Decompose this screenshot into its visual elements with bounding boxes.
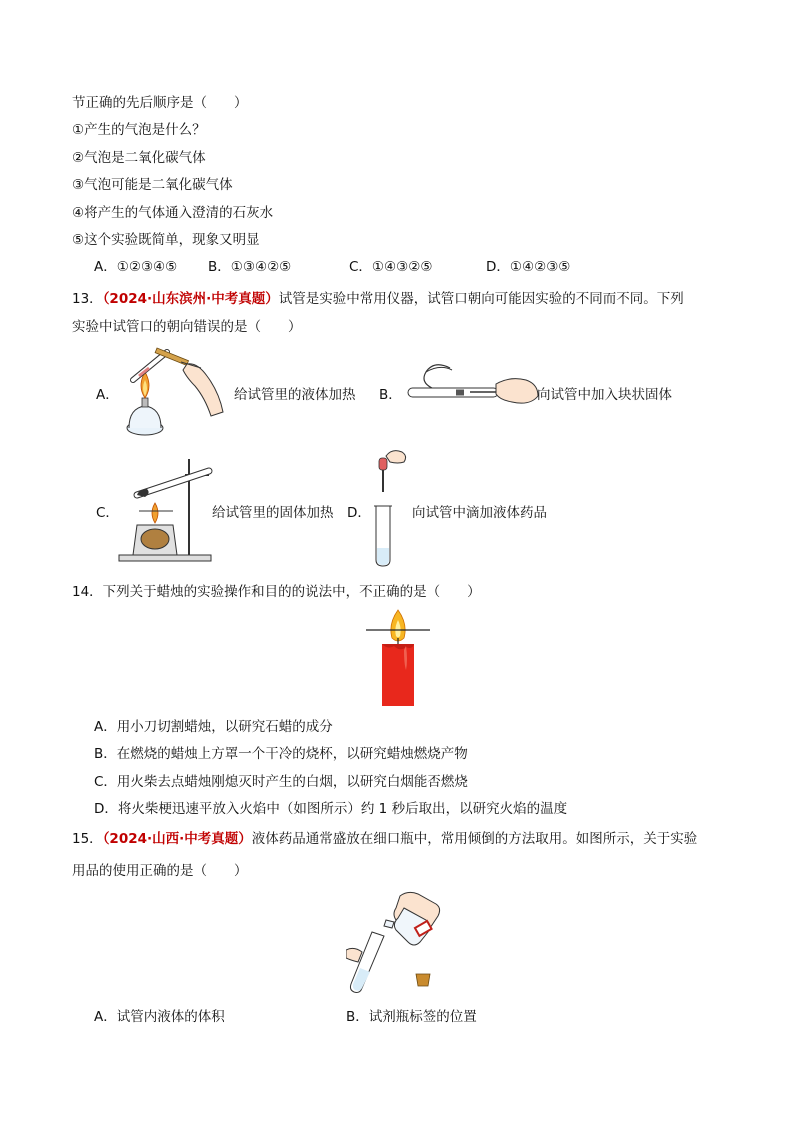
heating-liquid-figure <box>115 346 235 446</box>
q14-option-d: D．将火柴梗迅速平放入火焰中（如图所示）约 1 秒后取出，以研究火焰的温度 <box>94 801 568 817</box>
q13-option-b-letter: B． <box>379 387 402 403</box>
heating-solid-figure <box>115 455 215 565</box>
q12-option-b: B．①③④②⑤ <box>208 259 292 275</box>
q13-option-a-letter: A． <box>96 387 119 403</box>
q12-step-1: ①产生的气泡是什么？ <box>72 122 206 138</box>
q13-stem-line-1 <box>72 290 684 308</box>
q12-option-d: D．①④②③⑤ <box>486 259 571 275</box>
q13-option-b-caption: 向试管中加入块状固体 <box>537 387 672 403</box>
q13-source-tag: （2024·山东滨州·中考真题） <box>102 291 279 307</box>
q12-option-a: A．①②③④⑤ <box>94 259 178 275</box>
q13-stem-line-2: 实验中试管口的朝向错误的是（ ） <box>72 319 302 335</box>
candle-figure <box>366 606 430 710</box>
q14-option-b: B．在燃烧的蜡烛上方罩一个干冷的烧杯，以研究蜡烛燃烧产物 <box>94 746 468 762</box>
q12-stem-tail: 节正确的先后顺序是（ ） <box>72 95 248 111</box>
q15-option-a: A．试管内液体的体积 <box>94 1009 225 1025</box>
q12-step-5: ⑤这个实验既简单，现象又明显 <box>72 232 260 248</box>
dropping-liquid-figure <box>366 448 410 570</box>
q12-step-2: ②气泡是二氧化碳气体 <box>72 150 206 166</box>
q13-stem-text: 试管是实验中常用仪器，试管口朝向可能因实验的不同而不同。下列 <box>278 291 684 307</box>
q14-option-a: A．用小刀切割蜡烛，以研究石蜡的成分 <box>94 719 333 735</box>
q13-option-a-caption: 给试管里的液体加热 <box>234 387 356 403</box>
q14-option-c: C．用火柴去点蜡烛刚熄灭时产生的白烟，以研究白烟能否燃烧 <box>94 774 468 790</box>
q15-option-b: B．试剂瓶标签的位置 <box>346 1009 477 1025</box>
q15-stem-line-1 <box>72 830 697 848</box>
q12-option-c: C．①④③②⑤ <box>349 259 433 275</box>
pouring-liquid-figure <box>346 890 452 996</box>
q15-source-tag: （2024·山西·中考真题） <box>102 831 252 847</box>
q13-option-c-caption: 给试管里的固体加热 <box>212 505 334 521</box>
adding-solid-figure <box>400 358 540 422</box>
q14-stem: 14．下列关于蜡烛的实验操作和目的的说法中，不正确的是（ ） <box>72 584 481 600</box>
q13-option-d-letter: D． <box>347 505 371 521</box>
q13-option-c-letter: C． <box>96 505 119 521</box>
q13-number: 13． <box>72 291 103 307</box>
q15-number: 15． <box>72 831 103 847</box>
q15-stem-line-2: 用品的使用正确的是（ ） <box>72 863 248 879</box>
q12-step-4: ④将产生的气体通入澄清的石灰水 <box>72 205 274 221</box>
q15-stem-text: 液体药品通常盛放在细口瓶中，常用倾倒的方法取用。如图所示，关于实验 <box>251 831 698 847</box>
q12-step-3: ③气泡可能是二氧化碳气体 <box>72 177 233 193</box>
q13-option-d-caption: 向试管中滴加液体药品 <box>412 505 547 521</box>
